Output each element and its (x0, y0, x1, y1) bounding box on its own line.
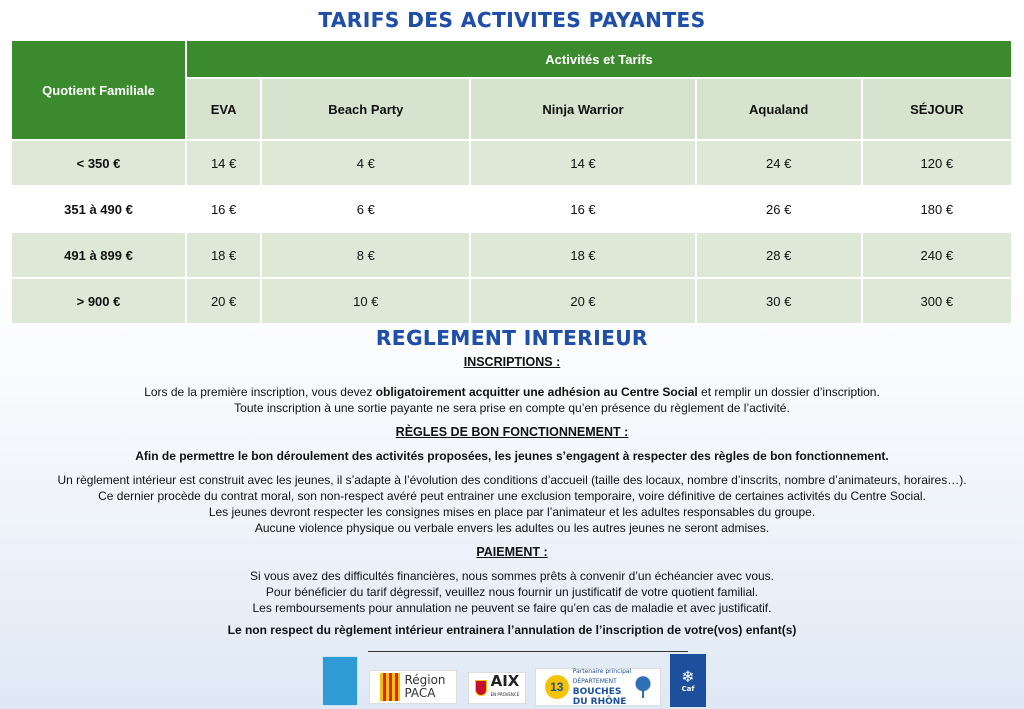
paiement-heading: PAIEMENT : (476, 545, 548, 559)
qf-cell: 351 à 490 € (12, 187, 187, 233)
regles-bold-line: Afin de permettre le bon déroulement des activités proposées, les jeunes s’engagent à respecter des règles de bon fonctionnement. (135, 449, 889, 463)
price-cell: 120 € (863, 141, 1013, 187)
price-cell: 180 € (863, 187, 1013, 233)
price-cell: 18 € (187, 233, 262, 279)
tree-icon (635, 676, 651, 698)
price-cell: 16 € (471, 187, 696, 233)
price-cell: 26 € (697, 187, 863, 233)
price-cell: 14 € (471, 141, 696, 187)
price-cell: 28 € (697, 233, 863, 279)
price-cell: 14 € (187, 141, 262, 187)
aix-shield-icon (475, 680, 487, 696)
divider (368, 651, 688, 652)
price-cell: 24 € (697, 141, 863, 187)
reglement-title: REGLEMENT INTERIEUR (376, 326, 648, 350)
bouches-du-rhone-logo: 13 Partenaire principal DÉPARTEMENT BOUCHES DU RHÔNE (535, 668, 661, 706)
table-row (12, 279, 1013, 325)
paca-flag-icon (380, 673, 400, 701)
inscriptions-heading: INSCRIPTIONS : (463, 355, 561, 369)
footer-warning: Le non respect du règlement intérieur entrainera l’annulation de l’inscription de votre(vos) enfant(s) (227, 623, 797, 637)
table-row (12, 233, 1013, 279)
paiement-line: Si vous avez des difficultés financières, nous sommes prêts à convenir d’un échéancier avec vous. (249, 569, 775, 583)
partner-logos (0, 654, 1024, 709)
activities-header: Activités et Tarifs (187, 41, 1013, 79)
regles-heading: RÈGLES DE BON FONCTIONNEMENT : (395, 425, 629, 439)
regles-line: Les jeunes devront respecter les consignes mises en place par l’animateur et les adultes responsables du groupe. (208, 505, 816, 519)
col-header-aqualand: Aqualand (697, 79, 863, 141)
qf-cell: 491 à 899 € (12, 233, 187, 279)
tarifs-table (12, 41, 1013, 325)
paiement-line: Pour bénéficier du tarif dégressif, veuillez nous fournir un justificatif de votre quotient familial. (265, 585, 759, 599)
table-row (12, 187, 1013, 233)
price-cell: 8 € (262, 233, 471, 279)
qf-cell: > 900 € (12, 279, 187, 325)
price-cell: 30 € (697, 279, 863, 325)
price-cell: 16 € (187, 187, 262, 233)
price-cell: 20 € (471, 279, 696, 325)
region-paca-logo: Région PACA (369, 670, 457, 704)
col-header-sejour: SÉJOUR (863, 79, 1013, 141)
table-row (12, 141, 1013, 187)
reglement-body (0, 354, 1024, 638)
regles-line: Ce dernier procède du contrat moral, son non-respect avéré peut entrainer une exclusion temporaire, voire définitive de certaines activités du Centre Social. (98, 489, 926, 503)
price-cell: 300 € (863, 279, 1013, 325)
price-cell: 6 € (262, 187, 471, 233)
price-cell: 18 € (471, 233, 696, 279)
regles-line: Aucune violence physique ou verbale envers les adultes ou les autres jeunes ne seront admises. (254, 521, 770, 535)
caf-logo: ❄ Caf (670, 654, 706, 707)
qf-cell: < 350 € (12, 141, 187, 187)
col-header-ninja-warrior: Ninja Warrior (471, 79, 696, 141)
price-cell: 10 € (262, 279, 471, 325)
col-header-eva: EVA (187, 79, 262, 141)
inscriptions-line-2: Toute inscription à une sortie payante ne sera prise en compte qu’en présence du règlement de l’activité. (234, 401, 790, 415)
tarifs-title: TARIFS DES ACTIVITES PAYANTES (318, 8, 706, 32)
price-cell: 240 € (863, 233, 1013, 279)
regles-line: Un règlement intérieur est construit avec les jeunes, il s’adapte à l’évolution des conditions d’accueil (taille des locaux, nombre d’inscrits, nombre d’animateurs, horaires…). (57, 473, 967, 487)
snowflake-icon: ❄ (681, 666, 695, 686)
price-cell: 4 € (262, 141, 471, 187)
department-13-icon: 13 (545, 675, 569, 699)
aix-en-provence-logo: AIX EN PROVENCE (468, 672, 526, 704)
inscriptions-line-1: Lors de la première inscription, vous devez obligatoirement acquitter une adhésion au Centre Social et remplir un dossier d’inscription. (144, 385, 880, 399)
qf-header: Quotient Familiale (12, 41, 187, 141)
paiement-line: Les remboursements pour annulation ne peuvent se faire qu’en cas de maladie et avec justificatif. (252, 601, 772, 615)
centre-social-logo (322, 656, 358, 706)
price-cell: 20 € (187, 279, 262, 325)
col-header-beach-party: Beach Party (262, 79, 471, 141)
